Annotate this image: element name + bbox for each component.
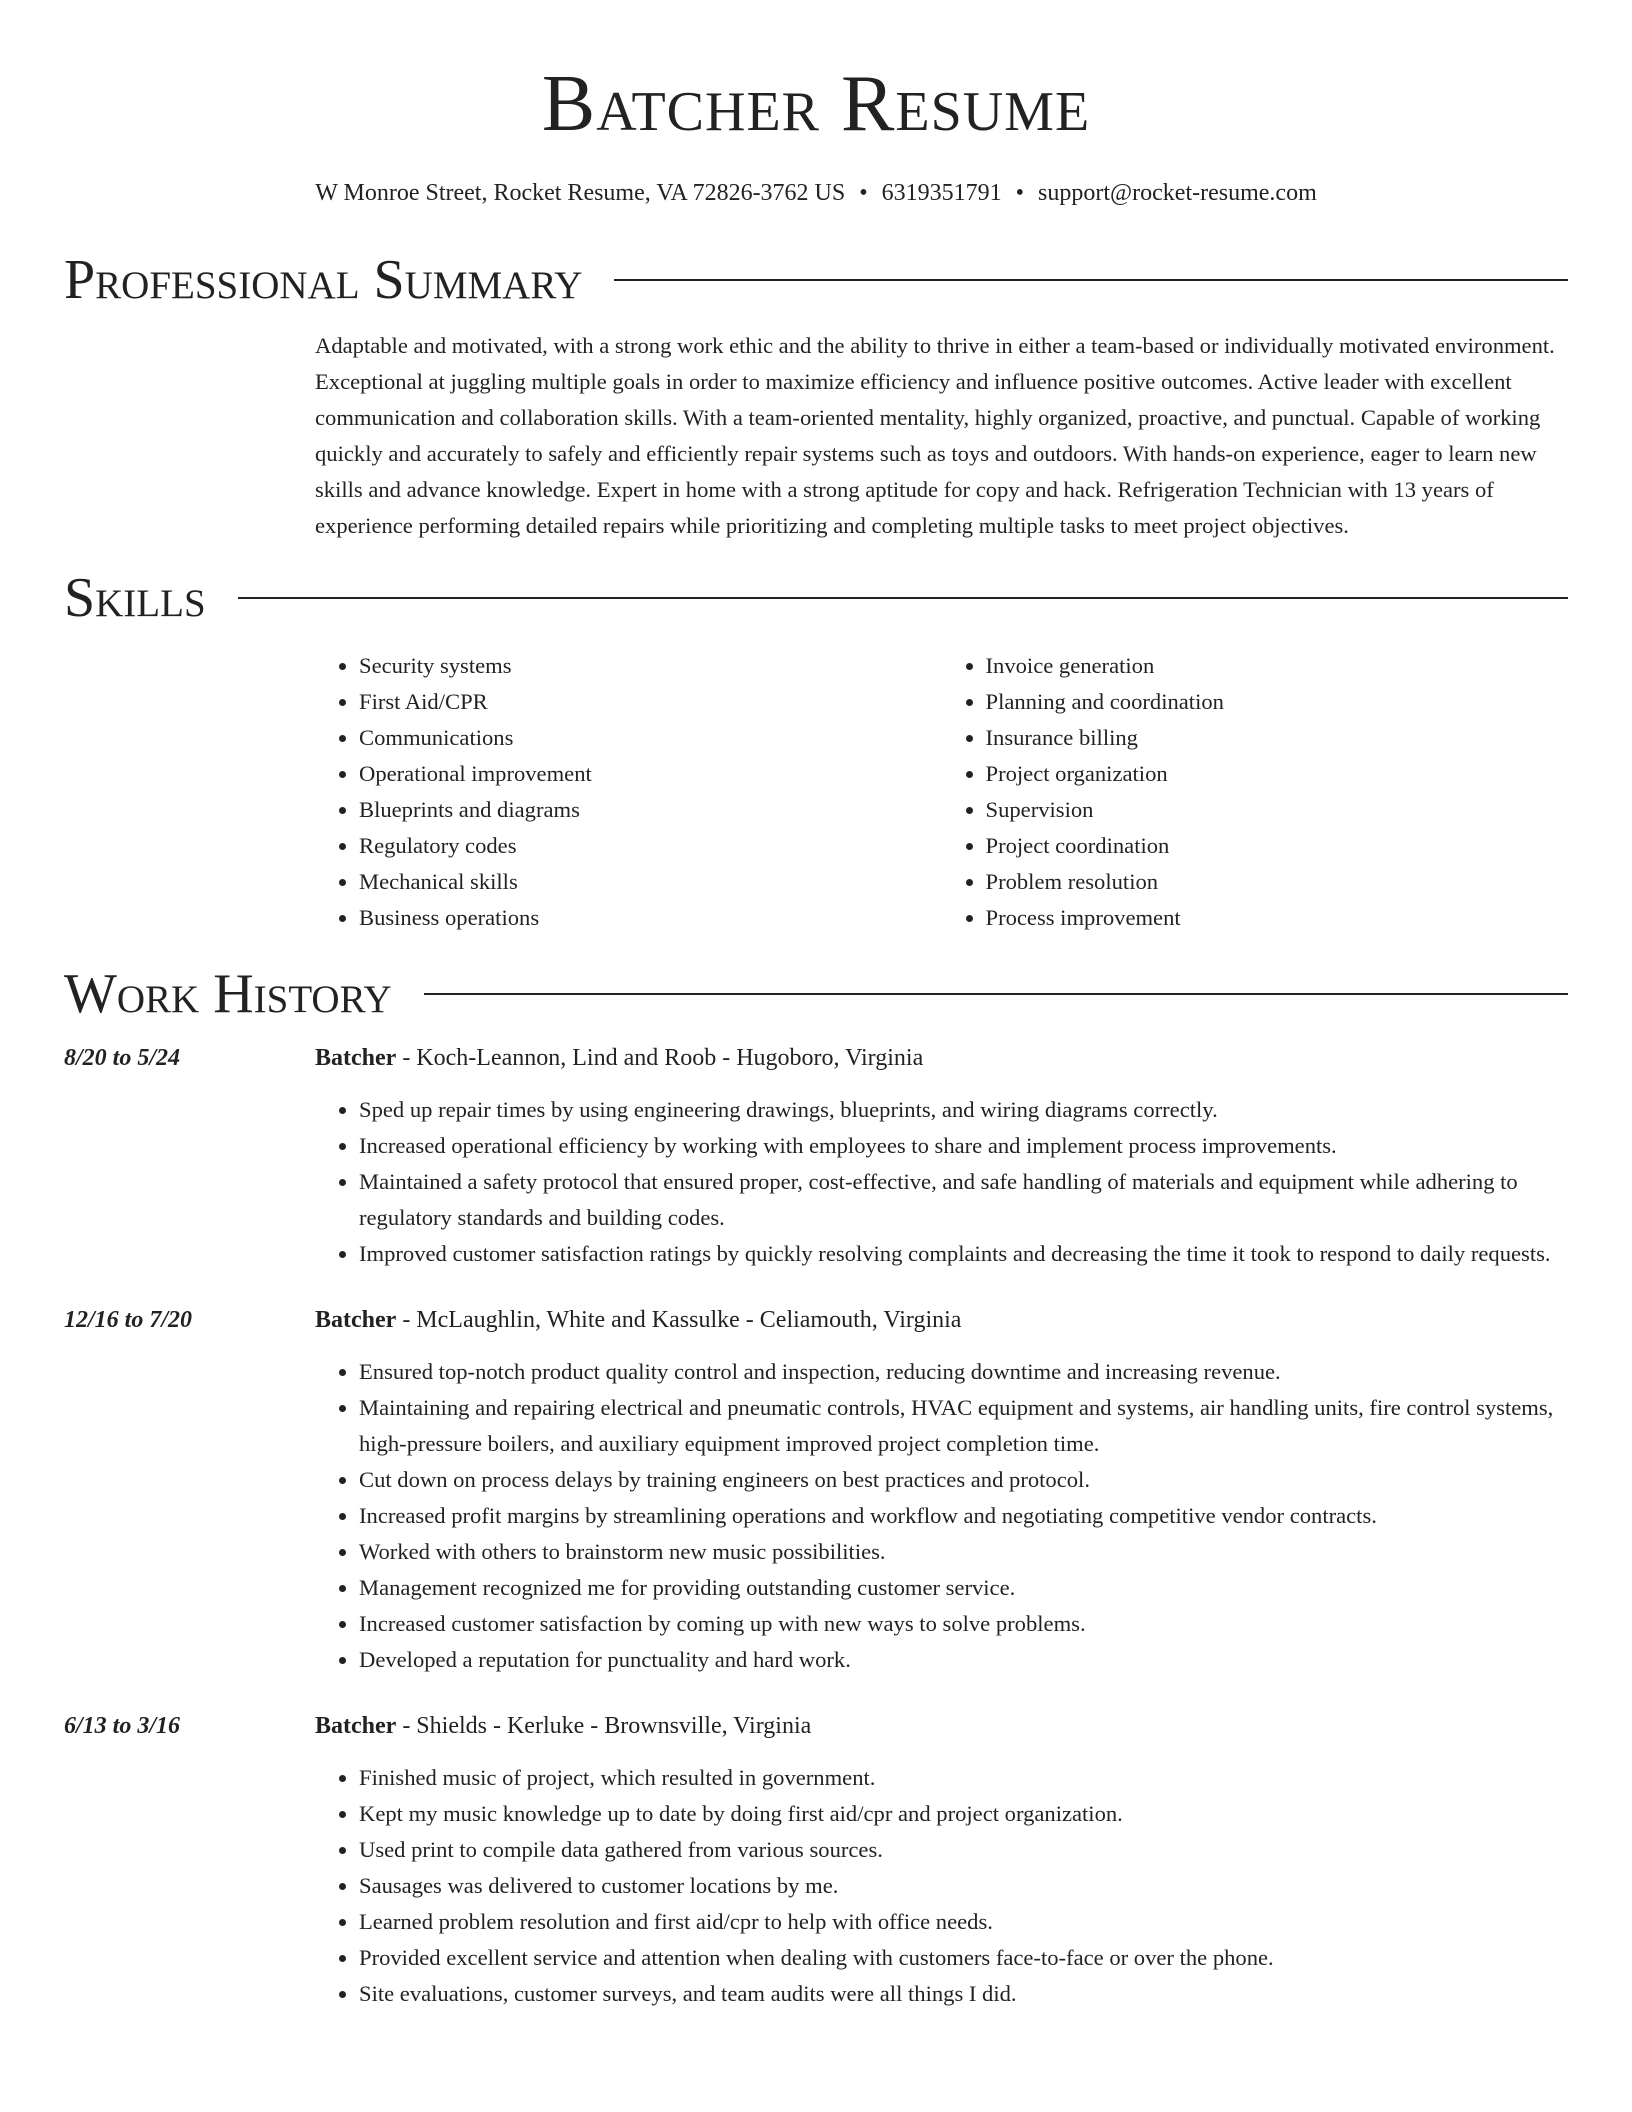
skills-list (315, 648, 1568, 936)
section-divider (614, 279, 1568, 281)
job-bullet: • Increased customer satisfaction by coming up with new ways to solve problems. (359, 1606, 1568, 1642)
contact-separator: • (859, 180, 868, 206)
job-employer: - Koch-Leannon, Lind and Roob - Hugoboro, Virginia (396, 1045, 924, 1071)
job-body (315, 1302, 1568, 1678)
resume-name: Batcher Resume (541, 60, 1091, 148)
skills-section-title: Skills (64, 567, 206, 629)
summary-text: Adaptable and motivated, with a strong work ethic and the ability to thrive in either a team-based or individually motivated environment. Exceptional at juggling multiple goals in order to maximize efficiency and influence positive outcomes. Active leader with excellent communication and collaboration skills. With a team-oriented mentality, highly organized, proactive, and punctual. Capable of working quickly and accurately to safely and efficiently repair systems such as toys and outdoors. With hands-on experience, eager to learn new skills and advance knowledge. Expert in home with a strong aptitude for copy and hack. Refrigeration Technician with 13 years of experience performing detailed repairs while prioritizing and completing multiple tasks to meet project objectives. (315, 333, 1555, 538)
job-bullet: • Site evaluations, customer surveys, and team audits were all things I did. (359, 1976, 1568, 2012)
job-title: Batcher (315, 1045, 397, 1071)
job-title: Batcher (315, 1713, 397, 1739)
skill-item: • Operational improvement (359, 756, 942, 792)
skills-column-right (942, 648, 1569, 936)
section-divider (424, 993, 1568, 995)
work-section-title: Work History (64, 963, 392, 1025)
job-entry (64, 1708, 1568, 2012)
job-bullet: • Sausages was delivered to customer locations by me. (359, 1868, 1568, 1904)
job-bullet: • Increased profit margins by streamlining operations and workflow and negotiating competitive vendor contracts. (359, 1498, 1568, 1534)
job-bullets (315, 1354, 1568, 1678)
summary-section-title: Professional Summary (64, 249, 583, 311)
section-divider (238, 597, 1568, 599)
skills-section-header (64, 567, 1568, 629)
job-bullet: • Sped up repair times by using engineering drawings, blueprints, and wiring diagrams correctly. (359, 1092, 1568, 1128)
job-bullet: • Kept my music knowledge up to date by doing first aid/cpr and project organization. (359, 1796, 1568, 1832)
job-bullet: • Learned problem resolution and first aid/cpr to help with office needs. (359, 1904, 1568, 1940)
skill-item: • Mechanical skills (359, 864, 942, 900)
job-entry (64, 1302, 1568, 1678)
skill-item: • Project coordination (986, 828, 1569, 864)
skill-item: • Insurance billing (986, 720, 1569, 756)
skill-item: • Communications (359, 720, 942, 756)
job-bullet: • Maintaining and repairing electrical and pneumatic controls, HVAC equipment and systems, air handling units, fire control systems, high-pressure boilers, and auxiliary equipment improved project completion time. (359, 1390, 1568, 1462)
skill-item: • Regulatory codes (359, 828, 942, 864)
skill-item: • First Aid/CPR (359, 684, 942, 720)
job-bullet: • Cut down on process delays by training engineers on best practices and protocol. (359, 1462, 1568, 1498)
job-bullet: • Developed a reputation for punctuality and hard work. (359, 1642, 1568, 1678)
summary-section-header (64, 249, 1568, 311)
skills-column-left (315, 648, 942, 936)
contact-phone: 6319351791 (881, 180, 1002, 206)
work-section-header (64, 963, 1568, 1025)
job-title: Batcher (315, 1307, 397, 1333)
contact-line (64, 181, 1568, 205)
job-header (315, 1302, 1568, 1338)
job-bullet: • Improved customer satisfaction ratings by quickly resolving complaints and decreasing the time it took to respond to daily requests. (359, 1236, 1568, 1272)
job-date: 12/16 to 7/20 (64, 1307, 193, 1333)
skill-item: • Project organization (986, 756, 1569, 792)
job-bullets (315, 1092, 1568, 1272)
job-bullet: • Management recognized me for providing outstanding customer service. (359, 1570, 1568, 1606)
job-employer: - Shields - Kerluke - Brownsville, Virginia (396, 1713, 812, 1739)
job-bullet: • Provided excellent service and attention when dealing with customers face-to-face or over the phone. (359, 1940, 1568, 1976)
job-employer: - McLaughlin, White and Kassulke - Celiamouth, Virginia (396, 1307, 962, 1333)
job-date: 8/20 to 5/24 (64, 1045, 181, 1071)
skill-item: • Supervision (986, 792, 1569, 828)
contact-email: support@rocket-resume.com (1038, 180, 1317, 206)
skill-item: • Blueprints and diagrams (359, 792, 942, 828)
job-body (315, 1708, 1568, 2012)
contact-address: W Monroe Street, Rocket Resume, VA 72826-3762 US (315, 180, 846, 206)
resume-page (64, 0, 1568, 2012)
job-header (315, 1040, 1568, 1076)
skill-item: • Process improvement (986, 900, 1569, 936)
skill-item: • Planning and coordination (986, 684, 1569, 720)
job-bullet: • Maintained a safety protocol that ensured proper, cost-effective, and safe handling of materials and equipment while adhering to regulatory standards and building codes. (359, 1164, 1568, 1236)
job-bullet: • Used print to compile data gathered from various sources. (359, 1832, 1568, 1868)
job-entry (64, 1040, 1568, 1272)
skill-item: • Security systems (359, 648, 942, 684)
job-bullet: • Ensured top-notch product quality control and inspection, reducing downtime and increasing revenue. (359, 1354, 1568, 1390)
skill-item: • Business operations (359, 900, 942, 936)
job-bullet: • Finished music of project, which resulted in government. (359, 1760, 1568, 1796)
skill-item: • Problem resolution (986, 864, 1569, 900)
skill-item: • Invoice generation (986, 648, 1569, 684)
job-header (315, 1708, 1568, 1744)
contact-separator: • (1015, 180, 1025, 206)
job-bullet: • Worked with others to brainstorm new music possibilities. (359, 1534, 1568, 1570)
job-date: 6/13 to 3/16 (64, 1713, 181, 1739)
job-bullet: • Increased operational efficiency by working with employees to share and implement process improvements. (359, 1128, 1568, 1164)
job-body (315, 1040, 1568, 1272)
job-bullets (315, 1760, 1568, 2012)
